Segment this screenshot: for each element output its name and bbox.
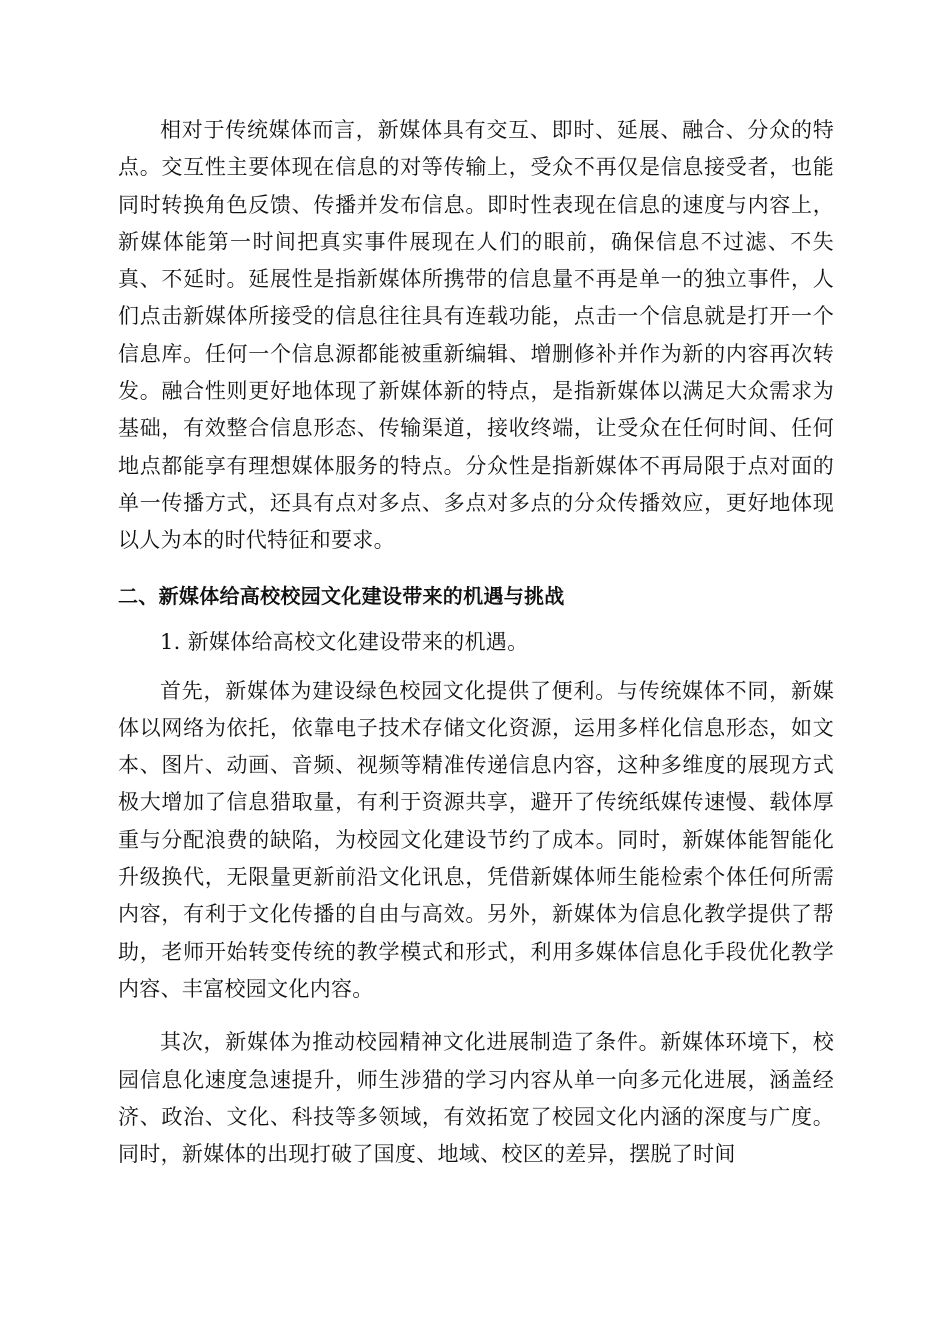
body-paragraph: 首先，新媒体为建设绿色校园文化提供了便利。与传统媒体不同，新媒体以网络为依托，依靠电子技术存储文化资源，运用多样化信息形态，如文本、图片、动画、音频、视频等精准传递信息内容，这种多维度的展现方式极大增加了信息猎取量，有利于资源共享，避开了传统纸媒传速慢、载体厚重与分配浪费的缺陷，为校园文化建设节约了成本。同时，新媒体能智能化升级换代，无限量更新前沿文化讯息，凭借新媒体师生能检索个体任何所需内容，有利于文化传播的自由与高效。另外，新媒体为信息化教学提供了帮助，老师开始转变传统的教学模式和形式，利用多媒体信息化手段优化教学内容、丰富校园文化内容。 <box>118 678 834 1001</box>
body-paragraph: 相对于传统媒体而言，新媒体具有交互、即时、延展、融合、分众的特点。交互性主要体现在信息的对等传输上，受众不再仅是信息接受者，也能同时转换角色反馈、传播并发布信息。即时性表现在信息的速度与内容上，新媒体能第一时间把真实事件展现在人们的眼前，确保信息不过滤、不失真、不延时。延展性是指新媒体所携带的信息量不再是单一的独立事件，人们点击新媒体所接受的信息往往具有连载功能，点击一个信息就是打开一个信息库。任何一个信息源都能被重新编辑、增删修补并作为新的内容再次转发。融合性则更好地体现了新媒体新的特点，是指新媒体以满足大众需求为基础，有效整合信息形态、传输渠道，接收终端，让受众在任何时间、任何地点都能享有理想媒体服务的特点。分众性是指新媒体不再局限于点对面的单一传播方式，还具有点对多点、多点对多点的分众传播效应，更好地体现以人为本的时代特征和要求。 <box>118 118 834 553</box>
document-page <box>118 112 834 1173</box>
section-heading: 二、新媒体给高校校园文化建设带来的机遇与挑战 <box>118 583 565 608</box>
body-paragraph: 其次，新媒体为推动校园精神文化进展制造了条件。新媒体环境下，校园信息化速度急速提升，师生涉猎的学习内容从单一向多元化进展，涵盖经济、政治、文化、科技等多领域，有效拓宽了校园文化内涵的深度与广度。同时，新媒体的出现打破了国度、地域、校区的差异，摆脱了时间 <box>118 1030 834 1167</box>
subsection-heading: 1. 新媒体给高校文化建设带来的机遇。 <box>160 629 529 654</box>
